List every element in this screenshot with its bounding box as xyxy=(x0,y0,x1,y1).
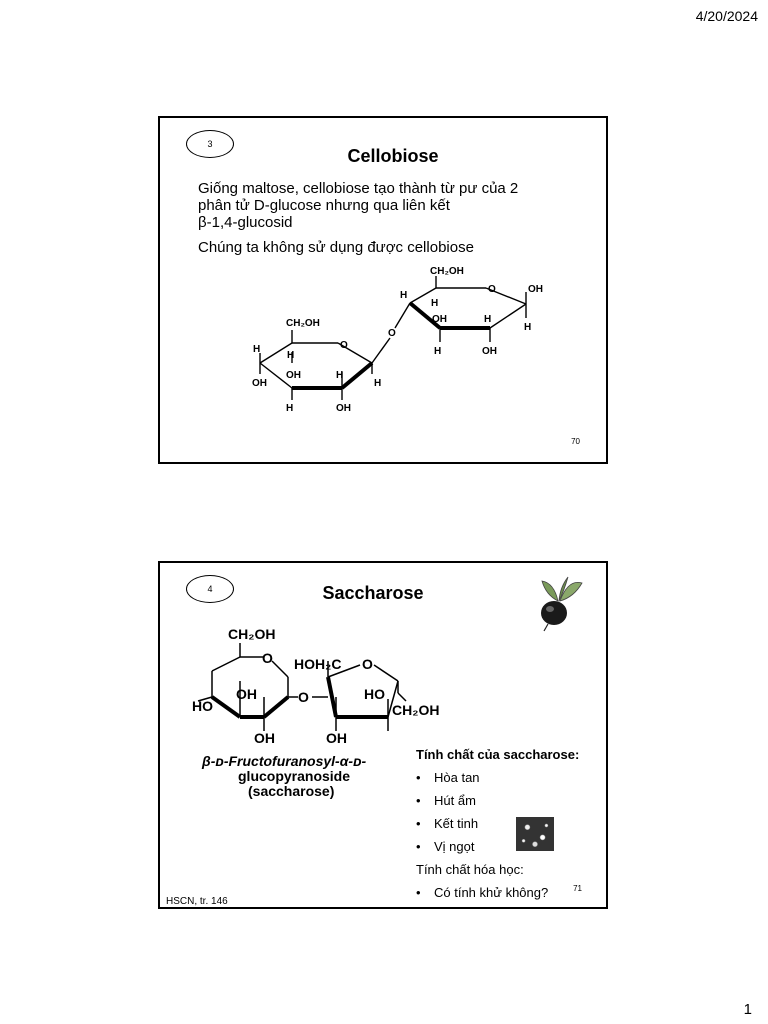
label-ring-o: O xyxy=(488,284,496,295)
label-oh: OH xyxy=(528,284,543,295)
label-h: H xyxy=(287,350,295,361)
label-h: H xyxy=(336,370,344,381)
properties-list xyxy=(416,743,579,904)
body-line: Giống maltose, cellobiose tạo thành từ pư của 2 xyxy=(198,180,519,197)
label-glycosidic-o: O xyxy=(388,328,396,339)
label-h: H xyxy=(431,298,439,309)
label-glycosidic-o: O xyxy=(298,689,309,705)
chemical-property-item: • Có tính khử không? xyxy=(416,881,579,904)
property-item: • Vị ngọt xyxy=(416,835,579,858)
label-h: H xyxy=(484,314,492,325)
page-number: 1 xyxy=(743,1001,752,1018)
label-oh: OH xyxy=(326,730,347,746)
compound-name-line: glucopyranoside xyxy=(238,768,351,784)
beet-image xyxy=(528,573,588,633)
property-item: • Hòa tan xyxy=(416,766,579,789)
label-ch2oh: CH₂OH xyxy=(286,318,320,329)
sugar-crystal-image xyxy=(516,817,554,851)
compound-name-line: (saccharose) xyxy=(248,783,335,799)
label-oh: OH xyxy=(254,730,275,746)
page-date: 4/20/2024 xyxy=(695,8,758,24)
cellobiose-structure xyxy=(238,268,548,433)
label-oh: OH xyxy=(482,346,497,357)
property-item: • Kết tinh xyxy=(416,812,579,835)
label-oh: OH xyxy=(432,314,447,325)
slide-body xyxy=(198,180,518,256)
slide-title: Cellobiose xyxy=(347,146,439,166)
slide-saccharose xyxy=(158,561,608,909)
label-oh: OH xyxy=(236,686,257,702)
property-item: • Hút ẩm xyxy=(416,789,579,812)
label-ch2oh: CH₂OH xyxy=(430,266,464,277)
properties-heading: Tính chất của saccharose: xyxy=(416,747,580,762)
label-ch2oh: CH₂OH xyxy=(228,626,276,642)
slide-title: Saccharose xyxy=(322,583,424,603)
label-h: H xyxy=(286,403,294,414)
label-ho: HO xyxy=(192,698,213,714)
saccharose-structure xyxy=(188,621,440,801)
label-hoh2c: HOH₂C xyxy=(294,656,342,672)
label-h: H xyxy=(524,322,532,333)
body-line: Chúng ta không sử dụng được cellobiose xyxy=(198,239,474,256)
body-line: β-1,4-glucosid xyxy=(198,214,293,231)
slide-number-oval: 3 xyxy=(186,130,234,158)
label-oh: OH xyxy=(252,378,267,389)
label-oh: OH xyxy=(336,403,351,414)
label-ch2oh: CH₂OH xyxy=(392,702,440,718)
label-h: H xyxy=(374,378,382,389)
source-citation: HSCN, tr. 146 xyxy=(166,896,228,907)
slide-cellobiose xyxy=(158,116,608,464)
label-ring-o: O xyxy=(362,656,373,672)
label-ring-o: O xyxy=(262,650,273,666)
label-ho: HO xyxy=(364,686,385,702)
label-h: H xyxy=(253,344,261,355)
body-line: phân tử D-glucose nhưng qua liên kết xyxy=(198,197,450,214)
label-oh: OH xyxy=(286,370,301,381)
label-h: H xyxy=(434,346,442,357)
slide-page-number: 70 xyxy=(571,437,580,446)
compound-name-line: β-ᴅ-Fructofuranosyl-α-ᴅ- xyxy=(202,753,367,769)
label-h: H xyxy=(400,290,408,301)
slide-number-oval: 4 xyxy=(186,575,234,603)
chemical-properties-heading: Tính chất hóa học: xyxy=(416,862,524,877)
slide-page-number: 71 xyxy=(573,884,582,893)
label-ring-o: O xyxy=(340,340,348,351)
